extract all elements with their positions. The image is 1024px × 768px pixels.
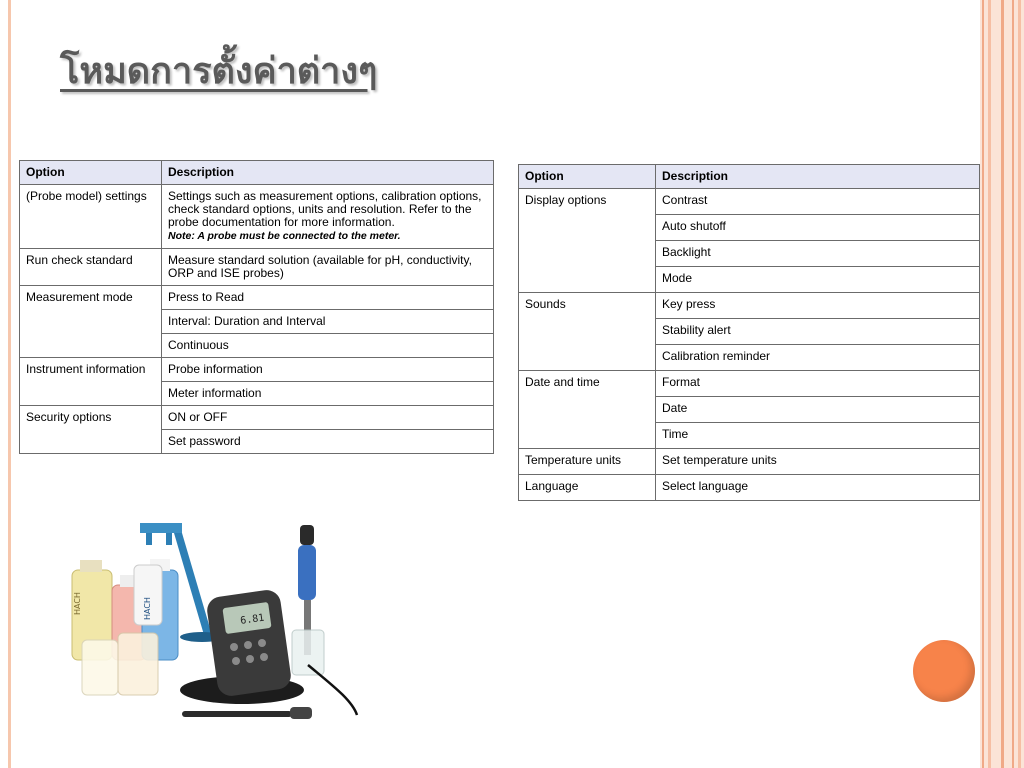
description-text: Backlight (662, 245, 711, 259)
description-text: Key press (662, 297, 716, 311)
description-cell (162, 310, 494, 334)
beaker (292, 630, 324, 675)
description-cell (162, 286, 494, 310)
option-cell: Display options (519, 189, 656, 293)
options-table-right (518, 164, 980, 501)
description-cell (656, 345, 980, 371)
probe-cap (300, 525, 314, 545)
option-cell: Temperature units (519, 449, 656, 475)
description-text: Select language (662, 479, 749, 493)
description-cell (162, 382, 494, 406)
description-cell (656, 267, 980, 293)
description-cell (656, 215, 980, 241)
table-row (20, 358, 494, 382)
option-cell: Sounds (519, 293, 656, 371)
header-option: Option (20, 161, 162, 185)
option-cell: Date and time (519, 371, 656, 449)
stand-rod (174, 533, 212, 635)
description-text: Settings such as measurement options, calibration options, check standard options, units and resolution. Refer to the probe documentation for more information. (168, 189, 482, 229)
description-text: Stability alert (662, 323, 731, 337)
header-description: Description (162, 161, 494, 185)
description-cell (162, 430, 494, 454)
table-row (519, 475, 980, 501)
description-text: Measure standard solution (available for pH, conductivity, ORP and ISE probes) (168, 253, 472, 280)
description-cell (656, 319, 980, 345)
ph-meter-photo (62, 515, 362, 730)
option-cell: Measurement mode (20, 286, 162, 358)
option-cell: Language (519, 475, 656, 501)
description-text: Interval: Duration and Interval (168, 314, 326, 328)
table-row (519, 293, 980, 319)
description-text: Auto shutoff (662, 219, 726, 233)
description-text: Press to Read (168, 290, 245, 304)
description-text: Contrast (662, 193, 708, 207)
table-row (519, 449, 980, 475)
right-decorative-band (980, 0, 1024, 768)
option-cell: Run check standard (20, 249, 162, 286)
description-text: Format (662, 375, 701, 389)
reagent-bottles (72, 559, 178, 695)
table-row (20, 406, 494, 430)
description-cell (656, 475, 980, 501)
description-cell (162, 185, 494, 249)
table-row (20, 185, 494, 249)
left-border-rule (8, 0, 11, 768)
option-cell: Instrument information (20, 358, 162, 406)
description-cell (656, 293, 980, 319)
electrode-holder-arm (140, 523, 182, 533)
description-text: Set temperature units (662, 453, 777, 467)
table-row (20, 249, 494, 286)
option-cell: (Probe model) settings (20, 185, 162, 249)
meter-reading: 6.81 (239, 612, 266, 627)
loose-probe (182, 711, 292, 717)
description-text: Probe information (168, 362, 263, 376)
table-row (20, 286, 494, 310)
description-cell (656, 397, 980, 423)
option-cell: Security options (20, 406, 162, 454)
table-row (519, 371, 980, 397)
probe-grip (298, 545, 316, 600)
options-table-left (19, 160, 494, 454)
description-text: Mode (662, 271, 693, 285)
slide-title: โหมดการตั้งค่าต่างๆ (60, 50, 378, 92)
table-header-row (519, 165, 980, 189)
description-cell (656, 241, 980, 267)
description-cell (656, 189, 980, 215)
description-cell (162, 249, 494, 286)
probe-cable (308, 665, 357, 715)
description-cell (656, 449, 980, 475)
table-header-row (20, 161, 494, 185)
table-row (519, 189, 980, 215)
bottle-brand-label: HACH (73, 592, 82, 615)
bottle-brand-label: HACH (143, 597, 152, 620)
description-text: Date (662, 401, 688, 415)
header-description: Description (656, 165, 980, 189)
description-cell (162, 358, 494, 382)
description-text: Set password (168, 434, 241, 448)
description-text: Calibration reminder (662, 349, 771, 363)
description-cell (162, 334, 494, 358)
description-text: Continuous (168, 338, 229, 352)
description-cell (656, 423, 980, 449)
description-text: ON or OFF (168, 410, 228, 424)
orange-decorative-circle (913, 640, 975, 702)
description-text: Meter information (168, 386, 262, 400)
description-cell (656, 371, 980, 397)
header-option: Option (519, 165, 656, 189)
description-text: Time (662, 427, 689, 441)
description-cell (162, 406, 494, 430)
description-note: Note: A probe must be connected to the meter. (168, 230, 401, 242)
